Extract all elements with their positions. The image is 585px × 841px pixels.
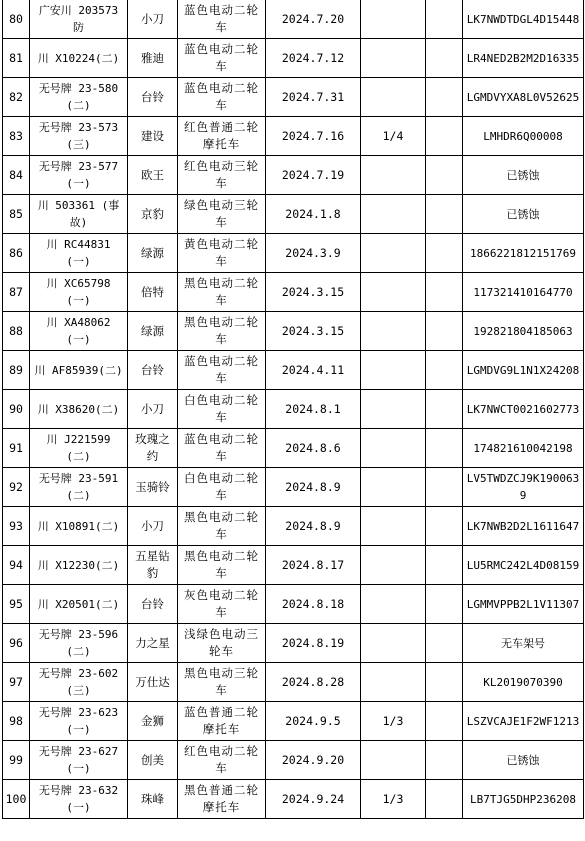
vehicle-brand: 小刀 [128, 0, 178, 39]
ratio-value [361, 429, 426, 468]
ratio-value [361, 663, 426, 702]
table-row [3, 546, 584, 585]
seized-date: 2024.7.31 [266, 78, 361, 117]
empty-cell [426, 351, 463, 390]
ratio-value [361, 741, 426, 780]
ratio-value [361, 390, 426, 429]
vehicle-description: 蓝色电动二轮车 [178, 429, 266, 468]
seized-date: 2024.9.20 [266, 741, 361, 780]
vehicle-brand: 玉骑铃 [128, 468, 178, 507]
table-row [3, 624, 584, 663]
vehicle-description: 黑色电动二轮车 [178, 546, 266, 585]
vehicle-brand: 台铃 [128, 78, 178, 117]
vehicle-description: 黑色电动二轮车 [178, 312, 266, 351]
empty-cell [426, 273, 463, 312]
vehicle-brand: 台铃 [128, 351, 178, 390]
table-row [3, 273, 584, 312]
empty-cell [426, 312, 463, 351]
vehicle-brand: 创美 [128, 741, 178, 780]
row-number: 100 [3, 780, 30, 819]
row-number: 87 [3, 273, 30, 312]
seized-date: 2024.4.11 [266, 351, 361, 390]
row-number: 98 [3, 702, 30, 741]
row-number: 83 [3, 117, 30, 156]
vehicle-description: 蓝色电动二轮车 [178, 351, 266, 390]
table-row [3, 351, 584, 390]
table-row [3, 195, 584, 234]
ratio-value [361, 156, 426, 195]
empty-cell [426, 78, 463, 117]
frame-number: LU5RMC242L4D08159 [463, 546, 584, 585]
empty-cell [426, 234, 463, 273]
vehicle-description: 黄色电动二轮车 [178, 234, 266, 273]
ratio-value [361, 0, 426, 39]
table-row [3, 780, 584, 819]
frame-number: 117321410164770 [463, 273, 584, 312]
ratio-value: 1/3 [361, 702, 426, 741]
frame-number: 已锈蚀 [463, 195, 584, 234]
seized-date: 2024.8.9 [266, 468, 361, 507]
frame-number: LK7NWDTDGL4D15448 [463, 0, 584, 39]
vehicle-description: 红色普通二轮摩托车 [178, 117, 266, 156]
frame-number: 174821610042198 [463, 429, 584, 468]
vehicle-brand: 倍特 [128, 273, 178, 312]
empty-cell [426, 507, 463, 546]
vehicle-brand: 小刀 [128, 390, 178, 429]
seized-date: 2024.8.1 [266, 390, 361, 429]
frame-number: 192821804185063 [463, 312, 584, 351]
plate-number: 无号牌 23-573 (三) [30, 117, 128, 156]
vehicle-brand: 绿源 [128, 234, 178, 273]
table-row [3, 468, 584, 507]
seized-date: 2024.7.16 [266, 117, 361, 156]
frame-number: KL2019070390 [463, 663, 584, 702]
vehicle-brand: 玫瑰之约 [128, 429, 178, 468]
seized-date: 2024.3.15 [266, 273, 361, 312]
ratio-value: 1/4 [361, 117, 426, 156]
vehicle-record-table [2, 0, 584, 819]
row-number: 93 [3, 507, 30, 546]
vehicle-description: 黑色电动三轮车 [178, 663, 266, 702]
vehicle-brand: 台铃 [128, 585, 178, 624]
seized-date: 2024.9.24 [266, 780, 361, 819]
row-number: 89 [3, 351, 30, 390]
plate-number: 无号牌 23-580 (二) [30, 78, 128, 117]
plate-number: 川 X38620(二) [30, 390, 128, 429]
seized-date: 2024.3.15 [266, 312, 361, 351]
seized-date: 2024.3.9 [266, 234, 361, 273]
row-number: 90 [3, 390, 30, 429]
plate-number: 川 X10891(二) [30, 507, 128, 546]
table-row [3, 234, 584, 273]
plate-number: 川 J221599 (二) [30, 429, 128, 468]
vehicle-brand: 小刀 [128, 507, 178, 546]
plate-number: 川 503361 (事故) [30, 195, 128, 234]
seized-date: 2024.7.12 [266, 39, 361, 78]
empty-cell [426, 390, 463, 429]
ratio-value [361, 195, 426, 234]
frame-number: LMHDR6Q00008 [463, 117, 584, 156]
ratio-value [361, 273, 426, 312]
vehicle-brand: 建设 [128, 117, 178, 156]
empty-cell [426, 624, 463, 663]
row-number: 91 [3, 429, 30, 468]
seized-date: 2024.7.20 [266, 0, 361, 39]
table-row [3, 312, 584, 351]
ratio-value [361, 585, 426, 624]
empty-cell [426, 702, 463, 741]
empty-cell [426, 429, 463, 468]
seized-date: 2024.8.9 [266, 507, 361, 546]
empty-cell [426, 546, 463, 585]
plate-number: 川 XA48062 (一) [30, 312, 128, 351]
empty-cell [426, 39, 463, 78]
table-row [3, 585, 584, 624]
ratio-value [361, 624, 426, 663]
seized-date: 2024.8.19 [266, 624, 361, 663]
vehicle-description: 蓝色普通二轮摩托车 [178, 702, 266, 741]
seized-date: 2024.8.18 [266, 585, 361, 624]
plate-number: 川 AF85939(二) [30, 351, 128, 390]
row-number: 88 [3, 312, 30, 351]
empty-cell [426, 741, 463, 780]
ratio-value: 1/3 [361, 780, 426, 819]
table-row [3, 39, 584, 78]
empty-cell [426, 780, 463, 819]
row-number: 84 [3, 156, 30, 195]
plate-number: 川 XC65798 (一) [30, 273, 128, 312]
frame-number: 无车架号 [463, 624, 584, 663]
vehicle-description: 灰色电动二轮车 [178, 585, 266, 624]
vehicle-description: 蓝色电动二轮车 [178, 0, 266, 39]
vehicle-description: 浅绿色电动三轮车 [178, 624, 266, 663]
frame-number: LK7NWB2D2L1611647 [463, 507, 584, 546]
vehicle-description: 白色电动二轮车 [178, 468, 266, 507]
vehicle-description: 黑色电动二轮车 [178, 273, 266, 312]
row-number: 86 [3, 234, 30, 273]
vehicle-brand: 万仕达 [128, 663, 178, 702]
empty-cell [426, 468, 463, 507]
row-number: 95 [3, 585, 30, 624]
row-number: 82 [3, 78, 30, 117]
frame-number: LSZVCAJE1F2WF1213 [463, 702, 584, 741]
vehicle-brand: 京豹 [128, 195, 178, 234]
plate-number: 无号牌 23-591 (二) [30, 468, 128, 507]
plate-number: 川 X12230(二) [30, 546, 128, 585]
row-number: 80 [3, 0, 30, 39]
vehicle-description: 红色电动三轮车 [178, 156, 266, 195]
vehicle-brand: 绿源 [128, 312, 178, 351]
table-row [3, 78, 584, 117]
vehicle-brand: 金狮 [128, 702, 178, 741]
empty-cell [426, 0, 463, 39]
frame-number: 1866221812151769 [463, 234, 584, 273]
plate-number: 无号牌 23-596 (二) [30, 624, 128, 663]
table-row [3, 663, 584, 702]
table-row [3, 0, 584, 39]
frame-number: 已锈蚀 [463, 741, 584, 780]
empty-cell [426, 585, 463, 624]
seized-date: 2024.8.17 [266, 546, 361, 585]
plate-number: 川 X20501(二) [30, 585, 128, 624]
frame-number: LGMDVYXA8L0V52625 [463, 78, 584, 117]
plate-number: 川 X10224(二) [30, 39, 128, 78]
ratio-value [361, 234, 426, 273]
plate-number: 广安川 203573 防 [30, 0, 128, 39]
empty-cell [426, 663, 463, 702]
frame-number: LV5TWDZCJ9K1900639 [463, 468, 584, 507]
vehicle-brand: 五星钻豹 [128, 546, 178, 585]
table-row [3, 390, 584, 429]
table-row [3, 117, 584, 156]
table-row [3, 741, 584, 780]
plate-number: 无号牌 23-577 (一) [30, 156, 128, 195]
plate-number: 川 RC44831 (一) [30, 234, 128, 273]
plate-number: 无号牌 23-602 (三) [30, 663, 128, 702]
vehicle-description: 蓝色电动二轮车 [178, 78, 266, 117]
row-number: 94 [3, 546, 30, 585]
ratio-value [361, 312, 426, 351]
vehicle-brand: 雅迪 [128, 39, 178, 78]
row-number: 97 [3, 663, 30, 702]
empty-cell [426, 195, 463, 234]
plate-number: 无号牌 23-623 (一) [30, 702, 128, 741]
vehicle-description: 红色电动二轮车 [178, 741, 266, 780]
vehicle-description: 白色电动二轮车 [178, 390, 266, 429]
vehicle-description: 黑色电动二轮车 [178, 507, 266, 546]
ratio-value [361, 351, 426, 390]
seized-date: 2024.8.28 [266, 663, 361, 702]
table-body [3, 0, 584, 819]
table-row [3, 156, 584, 195]
ratio-value [361, 78, 426, 117]
frame-number: LK7NWCT0021602773 [463, 390, 584, 429]
vehicle-brand: 欧王 [128, 156, 178, 195]
empty-cell [426, 117, 463, 156]
ratio-value [361, 507, 426, 546]
frame-number: 已锈蚀 [463, 156, 584, 195]
seized-date: 2024.9.5 [266, 702, 361, 741]
frame-number: LGMMVPPB2L1V11307 [463, 585, 584, 624]
frame-number: LGMDVG9L1N1X24208 [463, 351, 584, 390]
vehicle-description: 绿色电动三轮车 [178, 195, 266, 234]
row-number: 85 [3, 195, 30, 234]
frame-number: LR4NED2B2M2D16335 [463, 39, 584, 78]
row-number: 99 [3, 741, 30, 780]
seized-date: 2024.8.6 [266, 429, 361, 468]
frame-number: LB7TJG5DHP236208 [463, 780, 584, 819]
seized-date: 2024.7.19 [266, 156, 361, 195]
table-row [3, 702, 584, 741]
vehicle-brand: 珠峰 [128, 780, 178, 819]
row-number: 81 [3, 39, 30, 78]
table-row [3, 507, 584, 546]
table-row [3, 429, 584, 468]
vehicle-description: 蓝色电动二轮车 [178, 39, 266, 78]
ratio-value [361, 468, 426, 507]
row-number: 96 [3, 624, 30, 663]
ratio-value [361, 39, 426, 78]
plate-number: 无号牌 23-632 (一) [30, 780, 128, 819]
vehicle-brand: 力之星 [128, 624, 178, 663]
row-number: 92 [3, 468, 30, 507]
seized-date: 2024.1.8 [266, 195, 361, 234]
plate-number: 无号牌 23-627 (一) [30, 741, 128, 780]
empty-cell [426, 156, 463, 195]
vehicle-description: 黑色普通二轮摩托车 [178, 780, 266, 819]
ratio-value [361, 546, 426, 585]
